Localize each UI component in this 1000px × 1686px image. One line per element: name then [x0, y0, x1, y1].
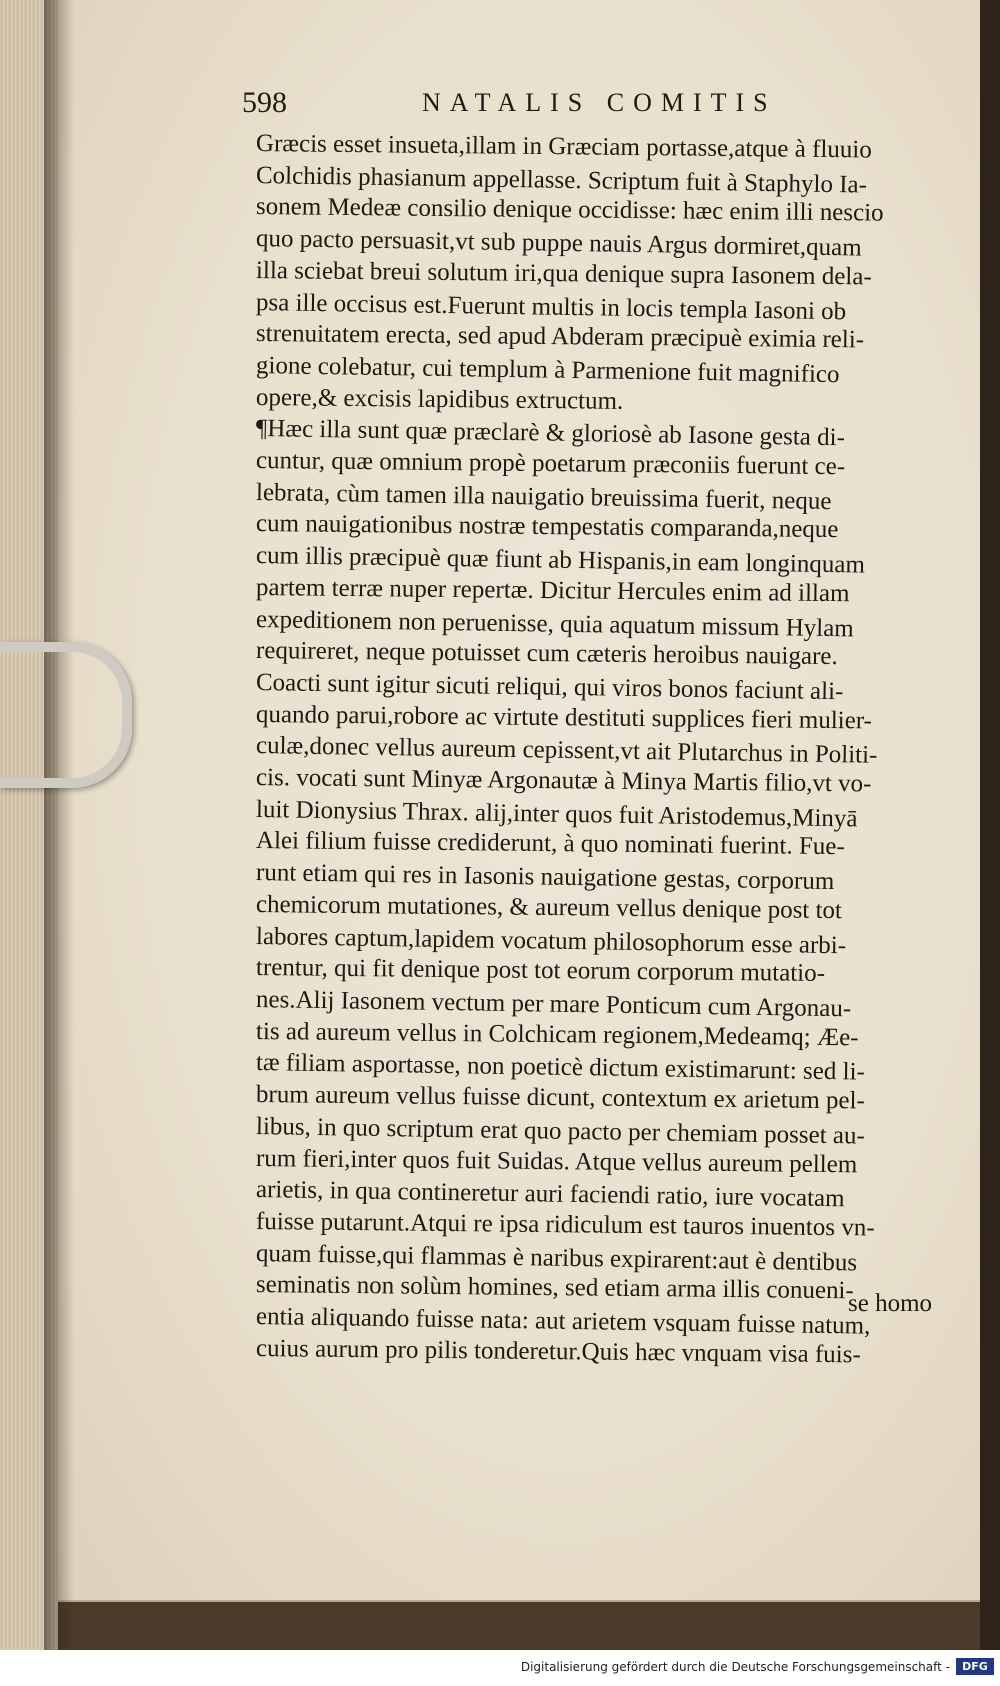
text-line: ¶Hæc illa sunt quæ præclarè & gloriosè ab Iasone gesta di-	[255, 415, 846, 452]
footer-bar	[0, 1650, 1000, 1686]
text-line: runt etiam qui res in Iasonis nauigatione gestas, corporum	[255, 859, 835, 896]
text-line: gione colebatur, cui templum à Parmenione fuit magnifico	[255, 351, 840, 389]
text-line: tis ad aureum vellus in Colchicam regionem,Medeamq; Æe-	[255, 1017, 859, 1051]
text-line: seminatis non solùm homines, sed etiam arma illis conueni-	[255, 1271, 854, 1305]
text-line: Colchidis phasianum appellasse. Scriptum fuit à Staphylo Ia-	[255, 161, 868, 199]
text-line: tæ filiam asportasse, non poeticè dictum existimarunt: sed li-	[255, 1049, 866, 1086]
text-line: cum nauigationibus nostræ tempestatis comparanda,neque	[255, 510, 839, 544]
catchword: se homo	[848, 1290, 933, 1317]
text-line: cuius aurum pro pilis tonderetur.Quis hæc vnquam visa fuis-	[255, 1334, 861, 1369]
text-line: culæ,donec vellus aureum cepissent,vt ait Plutarchus in Politi-	[255, 732, 878, 770]
text-line: quam fuisse,qui flammas è naribus expirarent:aut è dentibus	[255, 1239, 858, 1277]
text-line: rum fieri,inter quos fuit Suidas. Atque vellus aureum pellem	[255, 1144, 858, 1178]
text-line: cum illis præcipuè quæ fiunt ab Hispanis,in eam longinquam	[255, 542, 866, 579]
text-line: luit Dionysius Thrax. alij,inter quos fuit Aristodemus,Minyā	[255, 795, 858, 833]
text-line: labores captum,lapidem vocatum philosophorum esse arbi-	[255, 922, 847, 959]
text-line: Alei filium fuisse crediderunt, à quo nominati fuerint. Fue-	[255, 827, 845, 861]
text-line: opere,& excisis lapidibus extructum.	[255, 383, 624, 415]
text-line: strenuitatem erecta, sed apud Abderam præcipuè eximia reli-	[255, 320, 865, 354]
text-line: arietis, in qua contineretur auri faciendi ratio, iure vocatam	[255, 1176, 845, 1213]
text-line: trentur, qui fit denique post tot eorum corporum mutatio-	[255, 954, 826, 988]
text-line: Coacti sunt igitur sicuti reliqui, qui viros bonos faciunt ali-	[255, 668, 844, 706]
scan-border	[980, 0, 1000, 1650]
page-number: 598	[242, 86, 287, 119]
funding-notice: Digitalisierung gefördert durch die Deutsche Forschungsgemeinschaft -	[520, 1660, 950, 1674]
running-title: NATALIS COMITIS	[422, 88, 777, 117]
text-line: quando parui,robore ac virtute destituti supplices fieri mulier-	[255, 700, 873, 735]
text-line: libus, in quo scriptum erat quo pacto per chemiam posset au-	[255, 1112, 866, 1150]
text-line: lebrata, cùm tamen illa nauigatio breuissima fuerit, neque	[255, 478, 832, 515]
running-head	[242, 86, 942, 126]
text-line: fuisse putarunt.Atqui re ipsa ridiculum est tauros inuentos vn-	[255, 1207, 875, 1242]
text-line: illa sciebat breui solutum iri,qua denique supra Iasonem dela-	[255, 256, 872, 291]
clasp-ring	[0, 642, 132, 788]
text-line: Græcis esset insueta,illam in Græciam portasse,atque à fluuio	[255, 130, 872, 164]
text-line: expeditionem non peruenisse, quia aquatum missum Hylam	[255, 605, 854, 642]
text-line: requireret, neque potuisset cum cæteris heroibus nauigare.	[255, 637, 838, 671]
text-line: partem terræ nuper repertæ. Dicitur Hercules enim ad illam	[255, 573, 850, 608]
text-line: cuntur, quæ omnium propè poetarum præconiis fuerunt ce-	[255, 447, 846, 481]
text-line: brum aureum vellus fuisse dicunt, contextum ex arietum pel-	[255, 1081, 865, 1115]
text-line: sonem Medeæ consilio denique occidisse: hæc enim illi nescio	[255, 193, 884, 227]
gutter-shadow	[44, 0, 74, 1650]
body-text	[255, 128, 936, 1369]
text-line: psa ille occisus est.Fuerunt multis in locis templa Iasoni ob	[255, 288, 847, 325]
text-line: nes.Alij Iasonem vectum per mare Ponticum cum Argonau-	[255, 985, 852, 1023]
text-line: quo pacto persuasit,vt sub puppe nauis Argus dormiret,quam	[255, 225, 862, 262]
text-line: chemicorum mutationes, & aureum vellus denique post tot	[255, 890, 843, 925]
text-line: entia aliquando fuisse nata: aut arietem vsquam fuisse natum,	[255, 1303, 871, 1340]
text-line: cis. vocati sunt Minyæ Argonautæ à Minya Martis filio,vt vo-	[255, 764, 872, 798]
dfg-logo: DFG	[956, 1658, 994, 1675]
